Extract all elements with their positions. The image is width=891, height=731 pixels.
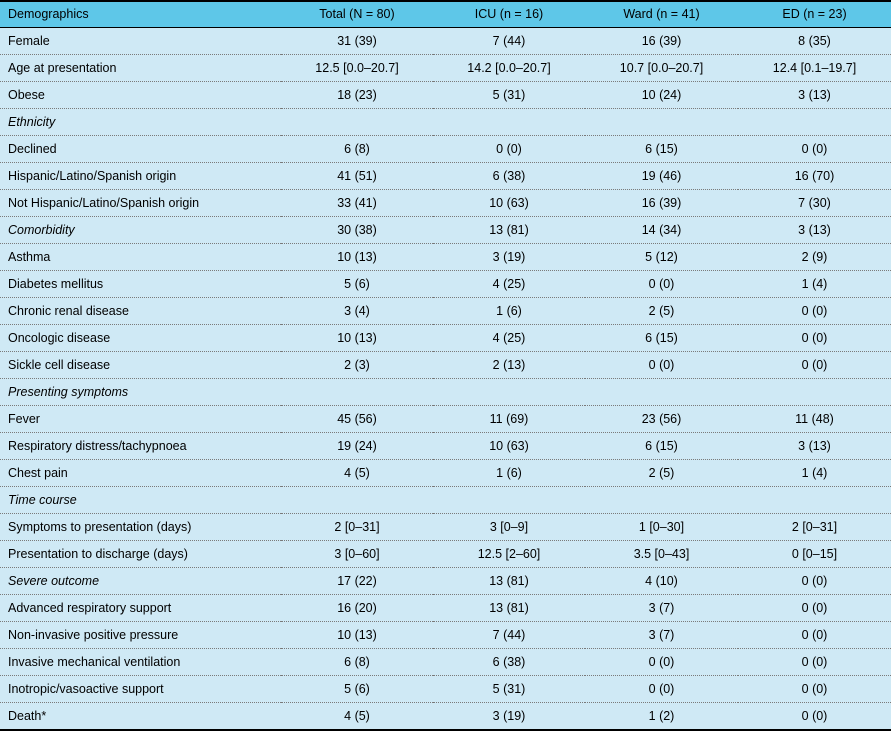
table-cell: 2 (3) bbox=[281, 352, 433, 379]
table-row bbox=[0, 190, 891, 217]
table-cell: 2 (5) bbox=[585, 460, 738, 487]
row-label: Hispanic/Latino/Spanish origin bbox=[0, 163, 281, 190]
table-cell bbox=[281, 109, 433, 136]
table-cell: 23 (56) bbox=[585, 406, 738, 433]
table-cell: 6 (15) bbox=[585, 325, 738, 352]
table-section-row bbox=[0, 487, 891, 514]
table-cell: 18 (23) bbox=[281, 82, 433, 109]
table-cell: 6 (38) bbox=[433, 649, 585, 676]
table-cell: 2 (13) bbox=[433, 352, 585, 379]
table-cell: 0 (0) bbox=[738, 649, 891, 676]
table-cell: 4 (25) bbox=[433, 271, 585, 298]
table-cell: 3 (13) bbox=[738, 433, 891, 460]
table-cell: 10 (63) bbox=[433, 433, 585, 460]
table-cell: 10 (63) bbox=[433, 190, 585, 217]
table-row bbox=[0, 28, 891, 55]
column-header-icu: ICU (n = 16) bbox=[433, 1, 585, 28]
table-cell: 3 [0–9] bbox=[433, 514, 585, 541]
row-label: Presentation to discharge (days) bbox=[0, 541, 281, 568]
table-cell: 12.5 [0.0–20.7] bbox=[281, 55, 433, 82]
table-cell: 0 (0) bbox=[433, 136, 585, 163]
table-cell: 10 (13) bbox=[281, 244, 433, 271]
table-cell: 3 (19) bbox=[433, 703, 585, 730]
column-header-ed: ED (n = 23) bbox=[738, 1, 891, 28]
table-cell: 0 (0) bbox=[738, 136, 891, 163]
row-label: Asthma bbox=[0, 244, 281, 271]
row-label: Invasive mechanical ventilation bbox=[0, 649, 281, 676]
table-cell bbox=[738, 109, 891, 136]
row-label: Sickle cell disease bbox=[0, 352, 281, 379]
table-row bbox=[0, 676, 891, 703]
table-cell: 0 (0) bbox=[738, 595, 891, 622]
table-cell bbox=[281, 379, 433, 406]
table-cell: 7 (44) bbox=[433, 622, 585, 649]
table-row bbox=[0, 55, 891, 82]
table-cell: 5 (6) bbox=[281, 271, 433, 298]
table-cell: 5 (6) bbox=[281, 676, 433, 703]
table-cell: 33 (41) bbox=[281, 190, 433, 217]
table-cell: 0 (0) bbox=[738, 352, 891, 379]
table-body bbox=[0, 28, 891, 730]
row-label: Female bbox=[0, 28, 281, 55]
row-label: Chronic renal disease bbox=[0, 298, 281, 325]
table-cell bbox=[585, 109, 738, 136]
table-cell: 6 (15) bbox=[585, 433, 738, 460]
table-cell: 30 (38) bbox=[281, 217, 433, 244]
table-cell: 8 (35) bbox=[738, 28, 891, 55]
table-cell: 6 (8) bbox=[281, 649, 433, 676]
table-cell: 6 (38) bbox=[433, 163, 585, 190]
row-label: Presenting symptoms bbox=[0, 379, 281, 406]
column-header-demographics: Demographics bbox=[0, 1, 281, 28]
table-section-row bbox=[0, 568, 891, 595]
table-cell: 2 (5) bbox=[585, 298, 738, 325]
table-row bbox=[0, 136, 891, 163]
table-cell: 11 (69) bbox=[433, 406, 585, 433]
table-cell: 1 (2) bbox=[585, 703, 738, 730]
row-label: Respiratory distress/tachypnoea bbox=[0, 433, 281, 460]
table-cell bbox=[738, 379, 891, 406]
row-label: Chest pain bbox=[0, 460, 281, 487]
table-cell: 3.5 [0–43] bbox=[585, 541, 738, 568]
table-cell: 0 (0) bbox=[738, 622, 891, 649]
table-cell: 1 [0–30] bbox=[585, 514, 738, 541]
table-cell: 31 (39) bbox=[281, 28, 433, 55]
table-cell: 12.5 [2–60] bbox=[433, 541, 585, 568]
table-row bbox=[0, 163, 891, 190]
table-cell: 1 (6) bbox=[433, 460, 585, 487]
row-label: Symptoms to presentation (days) bbox=[0, 514, 281, 541]
row-label: Diabetes mellitus bbox=[0, 271, 281, 298]
table-cell: 0 (0) bbox=[585, 676, 738, 703]
row-label: Non-invasive positive pressure bbox=[0, 622, 281, 649]
table-row bbox=[0, 271, 891, 298]
table-cell: 2 (9) bbox=[738, 244, 891, 271]
row-label: Death* bbox=[0, 703, 281, 730]
table-row bbox=[0, 325, 891, 352]
table-header bbox=[0, 1, 891, 28]
table-cell: 16 (39) bbox=[585, 190, 738, 217]
table-cell: 10 (13) bbox=[281, 622, 433, 649]
table-cell: 45 (56) bbox=[281, 406, 433, 433]
row-label: Age at presentation bbox=[0, 55, 281, 82]
table-cell: 4 (10) bbox=[585, 568, 738, 595]
table-cell: 14 (34) bbox=[585, 217, 738, 244]
table-cell: 0 (0) bbox=[585, 271, 738, 298]
table-row bbox=[0, 514, 891, 541]
table-cell: 2 [0–31] bbox=[738, 514, 891, 541]
table-cell: 1 (6) bbox=[433, 298, 585, 325]
row-label: Advanced respiratory support bbox=[0, 595, 281, 622]
table-cell: 7 (44) bbox=[433, 28, 585, 55]
table-cell: 13 (81) bbox=[433, 217, 585, 244]
table-cell: 2 [0–31] bbox=[281, 514, 433, 541]
table-cell: 6 (15) bbox=[585, 136, 738, 163]
row-label: Time course bbox=[0, 487, 281, 514]
table-cell: 0 [0–15] bbox=[738, 541, 891, 568]
table-cell: 1 (4) bbox=[738, 460, 891, 487]
table-cell: 3 (13) bbox=[738, 82, 891, 109]
table-section-row bbox=[0, 109, 891, 136]
table-cell: 5 (31) bbox=[433, 676, 585, 703]
table-row bbox=[0, 406, 891, 433]
table-cell: 13 (81) bbox=[433, 568, 585, 595]
table-section-row bbox=[0, 217, 891, 244]
row-label: Declined bbox=[0, 136, 281, 163]
table-cell: 11 (48) bbox=[738, 406, 891, 433]
table-cell: 5 (31) bbox=[433, 82, 585, 109]
table-row bbox=[0, 541, 891, 568]
table-cell: 19 (24) bbox=[281, 433, 433, 460]
row-label: Fever bbox=[0, 406, 281, 433]
table-cell bbox=[433, 379, 585, 406]
row-label: Severe outcome bbox=[0, 568, 281, 595]
table-cell: 13 (81) bbox=[433, 595, 585, 622]
table-cell bbox=[585, 379, 738, 406]
table-cell: 3 (13) bbox=[738, 217, 891, 244]
table-cell bbox=[433, 109, 585, 136]
table-row bbox=[0, 82, 891, 109]
row-label: Ethnicity bbox=[0, 109, 281, 136]
table-cell: 1 (4) bbox=[738, 271, 891, 298]
table-header-row bbox=[0, 1, 891, 28]
table-cell bbox=[433, 487, 585, 514]
table-cell: 16 (39) bbox=[585, 28, 738, 55]
row-label: Inotropic/vasoactive support bbox=[0, 676, 281, 703]
table-cell: 0 (0) bbox=[738, 676, 891, 703]
column-header-total: Total (N = 80) bbox=[281, 1, 433, 28]
table-cell: 4 (25) bbox=[433, 325, 585, 352]
table-cell: 10 (13) bbox=[281, 325, 433, 352]
row-label: Comorbidity bbox=[0, 217, 281, 244]
table-cell: 5 (12) bbox=[585, 244, 738, 271]
table-cell: 7 (30) bbox=[738, 190, 891, 217]
table-cell: 10 (24) bbox=[585, 82, 738, 109]
table-cell: 10.7 [0.0–20.7] bbox=[585, 55, 738, 82]
table-cell: 0 (0) bbox=[585, 352, 738, 379]
table-row bbox=[0, 244, 891, 271]
table-cell bbox=[281, 487, 433, 514]
table-cell: 16 (70) bbox=[738, 163, 891, 190]
table-cell: 3 (7) bbox=[585, 595, 738, 622]
table-cell: 17 (22) bbox=[281, 568, 433, 595]
table-cell: 4 (5) bbox=[281, 703, 433, 730]
table-row bbox=[0, 352, 891, 379]
table-row bbox=[0, 622, 891, 649]
table-cell: 4 (5) bbox=[281, 460, 433, 487]
table-cell: 12.4 [0.1–19.7] bbox=[738, 55, 891, 82]
table-cell bbox=[585, 487, 738, 514]
table-cell: 0 (0) bbox=[738, 568, 891, 595]
row-label: Obese bbox=[0, 82, 281, 109]
table-row bbox=[0, 595, 891, 622]
table-cell: 0 (0) bbox=[738, 325, 891, 352]
table-row bbox=[0, 460, 891, 487]
table-section-row bbox=[0, 379, 891, 406]
table-row bbox=[0, 298, 891, 325]
table-cell: 3 (4) bbox=[281, 298, 433, 325]
table-row bbox=[0, 649, 891, 676]
table-cell: 3 [0–60] bbox=[281, 541, 433, 568]
table-cell: 16 (20) bbox=[281, 595, 433, 622]
column-header-ward: Ward (n = 41) bbox=[585, 1, 738, 28]
table-cell: 41 (51) bbox=[281, 163, 433, 190]
table-cell: 0 (0) bbox=[738, 703, 891, 730]
row-label: Oncologic disease bbox=[0, 325, 281, 352]
table-cell: 3 (7) bbox=[585, 622, 738, 649]
table-cell: 6 (8) bbox=[281, 136, 433, 163]
table-cell: 0 (0) bbox=[738, 298, 891, 325]
table-cell: 19 (46) bbox=[585, 163, 738, 190]
table-cell: 3 (19) bbox=[433, 244, 585, 271]
table-row bbox=[0, 703, 891, 730]
row-label: Not Hispanic/Latino/Spanish origin bbox=[0, 190, 281, 217]
table-cell: 0 (0) bbox=[585, 649, 738, 676]
table-row bbox=[0, 433, 891, 460]
table-cell: 14.2 [0.0–20.7] bbox=[433, 55, 585, 82]
table-cell bbox=[738, 487, 891, 514]
